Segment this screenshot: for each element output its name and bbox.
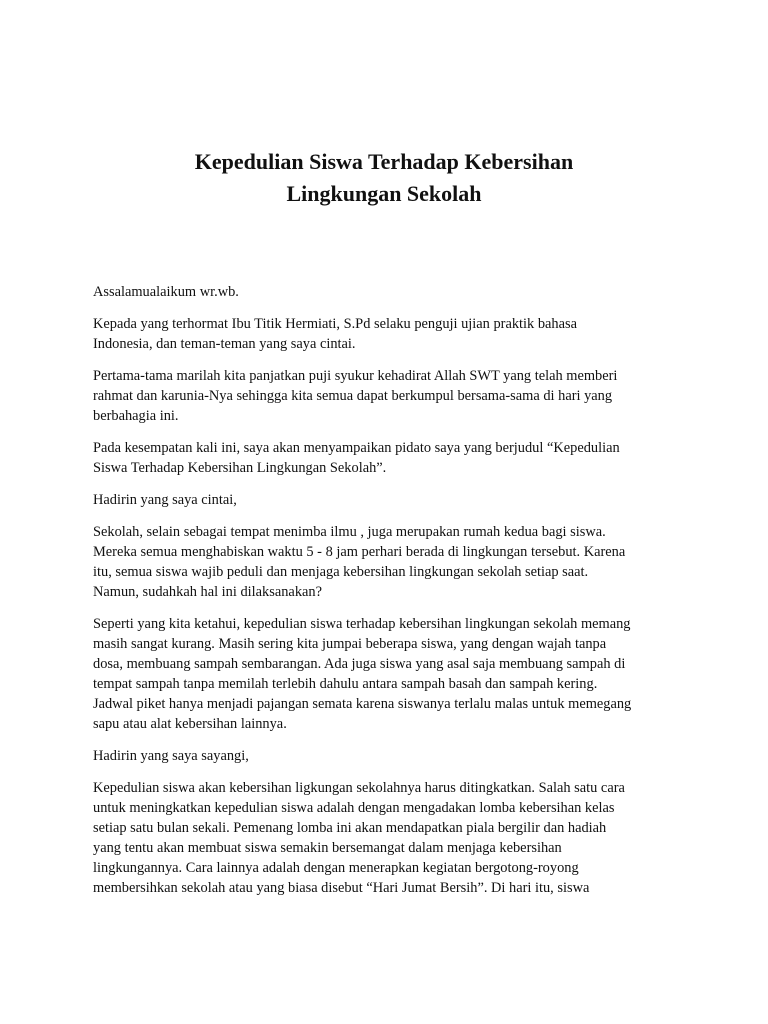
text-line: Pertama-tama marilah kita panjatkan puji syukur kehadirat Allah SWT yang telah memberi <box>93 368 618 384</box>
title-line: Kepedulian Siswa Terhadap Kebersihan <box>194 149 574 174</box>
text-line: masih sangat kurang. Masih sering kita jumpai beberapa siswa, yang dengan wajah tanpa <box>93 636 607 652</box>
text-line: Indonesia, dan teman-teman yang saya cintai. <box>93 336 356 352</box>
text-line: yang tentu akan membuat siswa semakin bersemangat dalam menjaga kebersihan <box>93 840 562 856</box>
text-line: untuk meningkatkan kepedulian siswa adalah dengan mengadakan lomba kebersihan kelas <box>93 800 615 816</box>
document-body <box>93 282 683 910</box>
text-line: Assalamualaikum wr.wb. <box>93 284 239 300</box>
paragraph-address <box>93 314 683 354</box>
text-line: Jadwal piket hanya menjadi pajangan semata karena siswanya terlalu malas untuk memegang <box>93 696 632 712</box>
paragraph-salutation-2 <box>93 746 683 766</box>
text-line: Siswa Terhadap Kebersihan Lingkungan Sekolah”. <box>93 460 387 476</box>
paragraph-opening <box>93 366 683 426</box>
text-line: Seperti yang kita ketahui, kepedulian siswa terhadap kebersihan lingkungan sekolah memang <box>93 616 631 632</box>
paragraph-salutation <box>93 490 683 510</box>
text-line: dosa, membuang sampah sembarangan. Ada juga siswa yang asal saja membuang sampah di <box>93 656 626 672</box>
paragraph-topic <box>93 438 683 478</box>
text-line: itu, semua siswa wajib peduli dan menjaga kebersihan lingkungan sekolah setiap saat. <box>93 564 589 580</box>
text-line: tempat sampah tanpa memilah terlebih dahulu antara sampah basah dan sampah kering. <box>93 676 598 692</box>
paragraph-greeting <box>93 282 683 302</box>
paragraph-solution <box>93 778 683 898</box>
text-line: Hadirin yang saya cintai, <box>93 492 237 508</box>
text-line: Pada kesempatan kali ini, saya akan menyampaikan pidato saya yang berjudul “Kepedulian <box>93 440 620 456</box>
document-title <box>0 146 768 210</box>
text-line: Hadirin yang saya sayangi, <box>93 748 249 764</box>
title-line: Lingkungan Sekolah <box>286 181 482 206</box>
text-line: sapu atau alat kebersihan lainnya. <box>93 716 287 732</box>
text-line: membersihkan sekolah atau yang biasa disebut “Hari Jumat Bersih”. Di hari itu, siswa <box>93 880 590 896</box>
text-line: setiap satu bulan sekali. Pemenang lomba ini akan mendapatkan piala bergilir dan hadiah <box>93 820 607 836</box>
text-line: Kepedulian siswa akan kebersihan ligkungan sekolahnya harus ditingkatkan. Salah satu cara <box>93 780 625 796</box>
text-line: Sekolah, selain sebagai tempat menimba ilmu , juga merupakan rumah kedua bagi siswa. <box>93 524 606 540</box>
text-line: berbahagia ini. <box>93 408 179 424</box>
text-line: Namun, sudahkah hal ini dilaksanakan? <box>93 584 322 600</box>
text-line: Kepada yang terhormat Ibu Titik Hermiati, S.Pd selaku penguji ujian praktik bahasa <box>93 316 577 332</box>
paragraph-problem <box>93 614 683 734</box>
paragraph-school <box>93 522 683 602</box>
text-line: lingkungannya. Cara lainnya adalah dengan menerapkan kegiatan bergotong-royong <box>93 860 579 876</box>
text-line: Mereka semua menghabiskan waktu 5 - 8 jam perhari berada di lingkungan tersebut. Karena <box>93 544 626 560</box>
text-line: rahmat dan karunia-Nya sehingga kita semua dapat berkumpul bersama-sama di hari yang <box>93 388 613 404</box>
